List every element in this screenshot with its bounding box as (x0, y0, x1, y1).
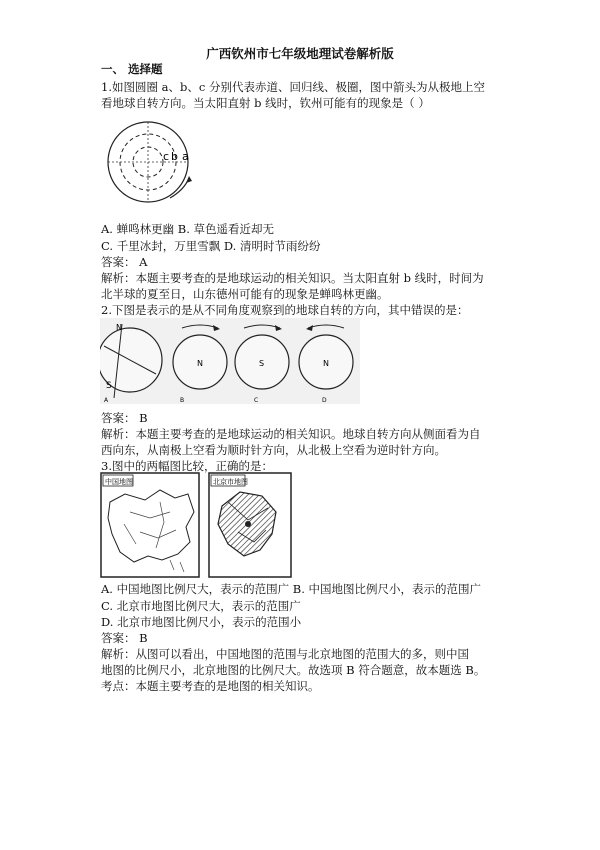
label-a: a (182, 150, 189, 163)
q2-stem: 2.下图是表示的是从不同角度观察到的地球自转的方向，其中错误的是： (101, 303, 469, 317)
panel-letter-a: A (104, 397, 109, 404)
section-heading: 一、 选择题 (101, 62, 163, 76)
axis-label-n: N (116, 323, 122, 332)
q3-option-d: D. 北京市地图比例尺小，表示的范围小 (101, 615, 302, 629)
q1-stem-line1: 1.如图圆圈 a、b、c 分别代表赤道、回归线、极圈，图中箭头为从极地上空 (101, 80, 485, 94)
axis-label-s: S (106, 381, 112, 391)
q2-analysis-line1: 解析：本题主要考查的是地球运动的相关知识。地球自转方向从侧面看为自 (101, 427, 481, 441)
q1-options-line1: A. 蝉鸣林更幽 B. 草色遥看近却无 (101, 222, 275, 236)
label-b: b (171, 150, 178, 163)
beijing-map-figure (208, 472, 292, 578)
q1-stem-line2: 看地球自转方向。当太阳直射 b 线时，钦州可能有的现象是（ ） (101, 96, 430, 110)
q3-option-a-b: A. 中国地图比例尺大，表示的范围广 B. 中国地图比例尺小，表示的范围广 (101, 582, 482, 596)
q3-analysis-line1: 解析：从图可以看出，中国地图的范围与北京地图的范围大的多，则中国 (101, 647, 469, 661)
rotation-arrow-head (186, 176, 192, 183)
q2-rotation-figure (100, 318, 360, 404)
q3-knowledge-point: 考点：本题主要考查的是地图的相关知识。 (101, 679, 320, 693)
q1-options-line2: C. 千里冰封，万里雪飘 D. 清明时节雨纷纷 (101, 239, 321, 253)
pole-label-c: S (259, 359, 265, 368)
page-title: 广西钦州市七年级地理试卷解析版 (206, 46, 394, 61)
rotation-arrow (170, 178, 189, 198)
china-map-figure (100, 472, 200, 578)
q2-answer: 答案： B (101, 411, 148, 425)
city-center-marker (245, 521, 251, 527)
panel-letter-c: C (254, 397, 259, 404)
q1-answer: 答案： A (101, 255, 148, 269)
q3-answer: 答案： B (101, 631, 148, 645)
q3-option-c: C. 北京市地图比例尺大，表示的范围广 (101, 599, 301, 613)
china-map-title: 中国地图 (105, 478, 133, 486)
pole-label-b: N (197, 359, 203, 368)
pole-label-d: N (323, 359, 329, 368)
panel-letter-d: D (322, 397, 327, 404)
q1-concentric-circles-figure (100, 118, 200, 204)
china-map-frame (101, 473, 199, 577)
q1-analysis-line1: 解析：本题主要考查的是地球运动的相关知识。当太阳直射 b 线时，时间为 (101, 271, 484, 285)
q1-analysis-line2: 北半球的夏至日，山东德州可能有的现象是蝉鸣林更幽。 (101, 287, 389, 301)
label-c: c (163, 150, 170, 163)
q2-analysis-line2: 西向东，从南极上空看为顺时针方向，从北极上空看为逆时针方向。 (101, 443, 446, 457)
panel-letter-b: B (180, 397, 185, 404)
beijing-map-title: 北京市地图 (213, 478, 248, 486)
q3-analysis-line2: 地图的比例尺小，北京地图的比例尺大。故选项 B 符合题意，故本题选 B。 (101, 663, 486, 677)
q3-stem: 3.图中的两幅图比较，正确的是： (101, 459, 273, 473)
